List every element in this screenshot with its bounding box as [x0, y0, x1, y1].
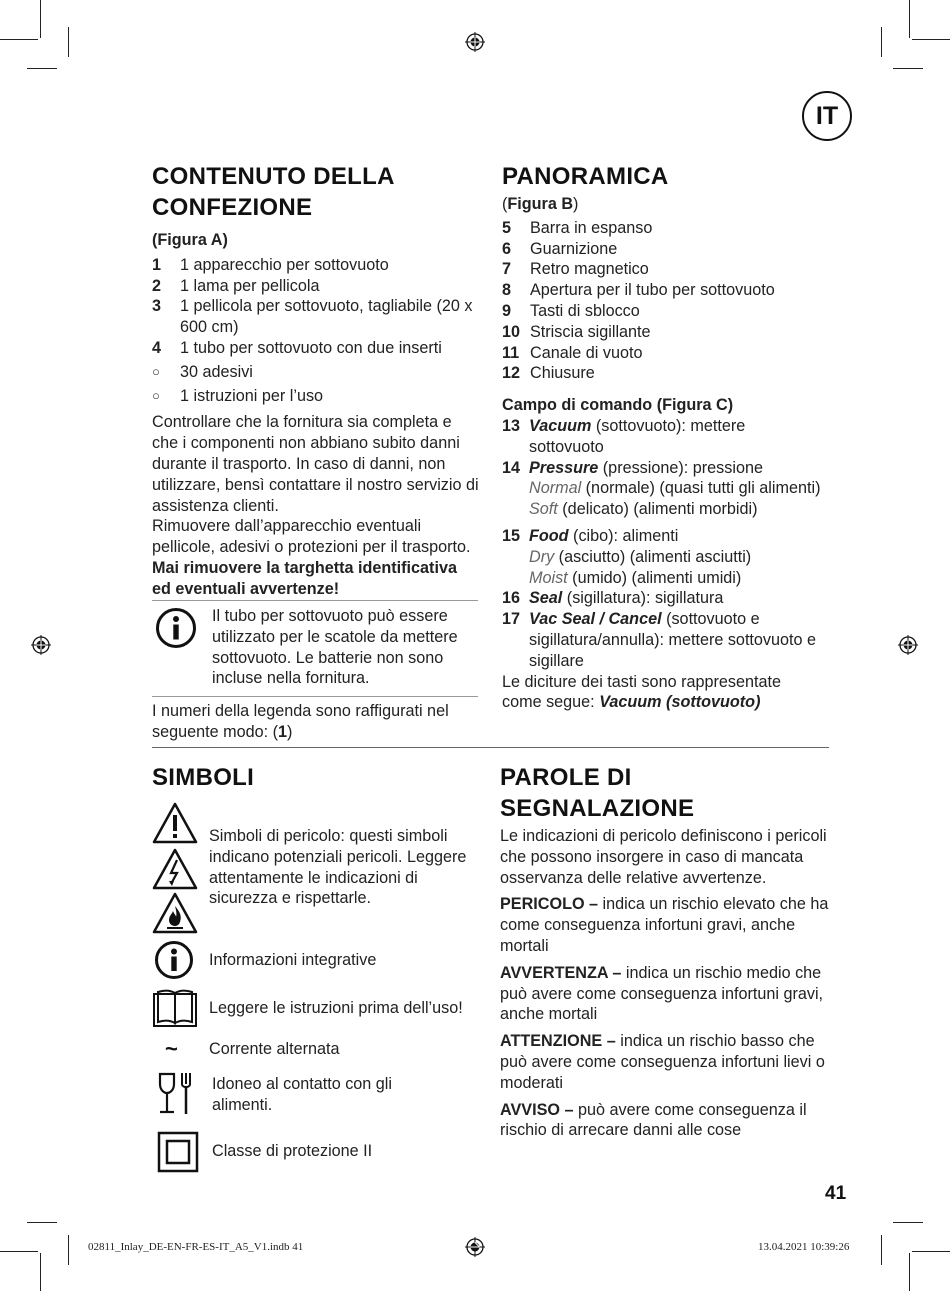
crop-mark — [912, 1251, 950, 1252]
overview-section — [502, 161, 822, 713]
page-number: 41 — [825, 1183, 847, 1204]
list-subitem: Soft (delicato) (alimenti morbidi) — [529, 500, 758, 519]
alternating-current-text: Corrente alternata — [209, 1040, 340, 1058]
list-item: 11 Canale di vuoto — [502, 343, 643, 362]
list-item: 3 1 pellicola per sottovuoto, tagliabile (20 x 600 cm) — [152, 297, 473, 337]
list-item: 15 Food (cibo): alimenti — [502, 526, 679, 545]
list-item: 14 Pressure (pressione): pressione — [502, 458, 763, 477]
list-item: 17 Vac Seal / Cancel (sottovuoto e sigillatura/annulla): mettere sottovuoto e sigillare — [502, 610, 817, 670]
list-subitem: Normal (normale) (quasi tutti gli alimenti) — [529, 479, 821, 498]
protection-class-ii-icon — [157, 1131, 199, 1173]
list-item: ○ 1 istruzioni per l’uso — [152, 386, 324, 405]
list-item: 8 Apertura per il tubo per sottovuoto — [502, 281, 775, 300]
registration-mark-icon — [898, 635, 918, 655]
overview-title: PANORAMICA — [502, 163, 669, 190]
read-manual-text: Leggere le istruzioni prima dell’uso! — [209, 999, 463, 1017]
crop-mark — [0, 39, 38, 40]
list-item: 12 Chiusure — [502, 364, 595, 383]
overview-subtitle: (Figura B) — [502, 195, 579, 213]
remove-packaging-text: Rimuovere dall’apparecchio eventuali pellicole, adesivi o protezioni per il trasporto. — [152, 517, 471, 557]
registration-mark-icon — [465, 1237, 485, 1257]
crop-mark — [881, 27, 882, 57]
contents-list — [152, 255, 480, 407]
registration-mark-icon — [465, 32, 485, 52]
list-item: 5 Barra in espanso — [502, 218, 653, 237]
crop-mark — [912, 39, 950, 40]
crop-mark — [893, 1222, 923, 1223]
signal-words-title: PAROLE DI SEGNALAZIONE — [500, 764, 695, 822]
crop-mark — [881, 1235, 882, 1265]
list-item: 7 Retro magnetico — [502, 260, 649, 279]
footer-timestamp: 13.04.2021 10:39:26 — [758, 1241, 850, 1253]
symbols-title: SIMBOLI — [152, 764, 255, 791]
crop-mark — [27, 1222, 57, 1223]
list-item: 2 1 lama per pellicola — [152, 276, 320, 295]
crop-mark — [0, 1251, 38, 1252]
info-icon — [155, 607, 197, 649]
signal-intro: Le indicazioni di pericolo definiscono i pericoli che possono insorgere in caso di mancata osservanza delle relative avvertenze. — [500, 827, 827, 887]
crop-mark — [40, 0, 41, 38]
crop-mark — [893, 68, 923, 69]
list-item: 16 Seal (sigillatura): sigillatura — [502, 589, 724, 608]
list-item: 9 Tasti di sblocco — [502, 301, 640, 320]
list-item: 10 Striscia sigillante — [502, 322, 651, 341]
info-symbol-text: Informazioni integrative — [209, 951, 377, 969]
info-note-text: Il tubo per sottovuoto può essere utilizzato per le scatole da mettere sottovuoto. Le batterie non sono incluse nella fornitura. — [212, 607, 458, 688]
crop-mark — [68, 27, 69, 57]
legend-note: I numeri della legenda sono raffigurati nel seguente modo: (1) — [152, 702, 449, 741]
fire-hazard-icon — [152, 892, 198, 934]
danger-symbols-text: Simboli di pericolo: questi simboli indicano potenziali pericoli. Leggere attentamente le indicazioni di sicurezza e rispettarle. — [209, 827, 467, 908]
list-item: 6 Guarnizione — [502, 239, 618, 258]
contents-subtitle: (Figura A) — [152, 231, 228, 249]
electric-hazard-icon — [152, 848, 198, 890]
signal-entry: ATTENZIONE – indica un rischio basso che può avere come conseguenza infortuni lievi o moderati — [500, 1032, 825, 1092]
contents-section — [152, 161, 480, 600]
list-subitem: Moist (umido) (alimenti umidi) — [529, 568, 742, 587]
language-badge: IT — [802, 91, 852, 141]
crop-mark — [68, 1235, 69, 1265]
crop-mark — [27, 68, 57, 69]
contents-title: CONTENUTO DELLA CONFEZIONE — [152, 163, 395, 221]
divider — [152, 600, 478, 601]
read-manual-icon — [152, 988, 198, 1028]
control-panel-title: Campo di comando (Figura C) — [502, 396, 734, 415]
warning-triangle-icon — [152, 802, 198, 844]
info-icon — [154, 940, 194, 980]
list-subitem: Dry (asciutto) (alimenti asciutti) — [529, 547, 752, 566]
list-item: ○ 30 adesivi — [152, 362, 253, 381]
rating-plate-warning: Mai rimuovere la targhetta identificativa ed eventuali avvertenze! — [152, 558, 457, 598]
delivery-check-text: Controllare che la fornitura sia completa e che i componenti non abbiano subito danni durante il trasporto. In caso di danni, non utilizzare, bensì contattare il nostro servizio di assistenza clienti. — [152, 413, 479, 515]
food-safe-icon — [157, 1070, 197, 1118]
crop-mark — [40, 1253, 41, 1291]
crop-mark — [909, 0, 910, 38]
signal-entry: AVVERTENZA – indica un rischio medio che può avere come conseguenza infortuni gravi, anche mortali — [500, 963, 824, 1024]
list-item: 1 1 apparecchio per sottovuoto — [152, 255, 389, 274]
divider — [152, 696, 478, 697]
signal-words-section — [500, 762, 830, 1147]
crop-mark — [909, 1253, 910, 1291]
section-divider — [152, 747, 829, 748]
overview-list — [502, 218, 822, 384]
signal-entry: PERICOLO – indica un rischio elevato che ha come conseguenza infortuni gravi, anche mortali — [500, 895, 829, 955]
footer-filename: 02811_Inlay_DE-EN-FR-ES-IT_A5_V1.indb 41 — [88, 1241, 304, 1253]
list-item: 13 Vacuum (sottovuoto): mettere sottovuoto — [502, 416, 746, 456]
registration-mark-icon — [31, 635, 51, 655]
food-safe-text: Idoneo al contatto con gli alimenti. — [212, 1075, 392, 1114]
protection-class-text: Classe di protezione II — [212, 1142, 373, 1160]
signal-entry: AVVISO – può avere come conseguenza il rischio di arrecare danni alle cose — [500, 1100, 807, 1140]
key-notation-text: Le diciture dei tasti sono rappresentate come segue: Vacuum (sottovuoto) — [502, 672, 781, 712]
list-item: 4 1 tubo per sottovuoto con due inserti — [152, 338, 442, 357]
alternating-current-icon: ~ — [165, 1036, 178, 1061]
